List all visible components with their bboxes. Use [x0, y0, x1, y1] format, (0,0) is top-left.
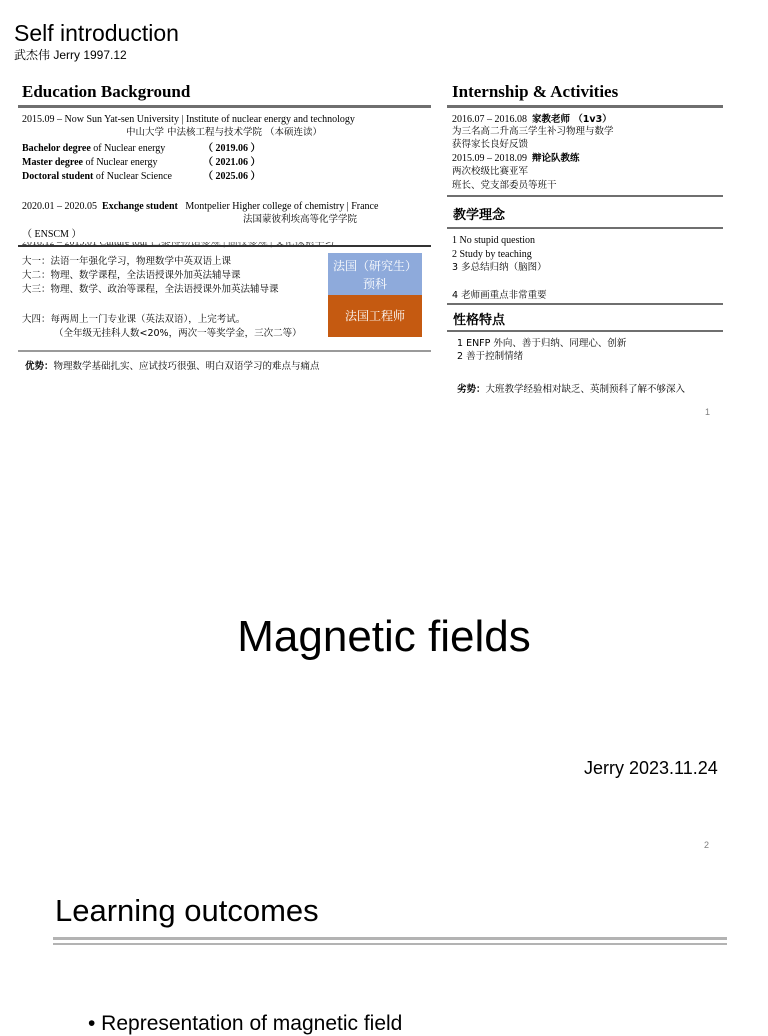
philosophy-bottom-rule — [447, 303, 723, 305]
degree-bachelor-year: （ 2019.06 ） — [203, 143, 261, 154]
degree-doctoral-year: （ 2025.06 ） — [203, 171, 261, 182]
exchange-line: 2020.01 – 2020.05 Exchange student Montpelier Higher college of chemistry | France — [22, 201, 379, 212]
page-number-2: 2 — [704, 840, 710, 850]
exchange-zh: 法国蒙彼利埃高等化学学院 — [243, 214, 358, 225]
internship-line5: 两次校级比赛亚军 — [452, 166, 529, 177]
education-line2: 中山大学 中法核工程与技术学院 （本硕连读） — [126, 127, 323, 138]
personality-item-1: 1 ENFP 外向、善于归纳、同理心、创新 — [457, 338, 627, 349]
year4-line: 大四：每两周上一门专业课（英法双语），上完考试。 — [22, 314, 246, 325]
education-rule — [18, 105, 431, 108]
philosophy-item-1: 1 No stupid question — [452, 235, 536, 246]
philosophy-item-4: 4 老师画重点非常重要 — [452, 290, 547, 301]
personality-heading: 性格特点 — [453, 313, 506, 328]
internship-line3: 获得家长良好反馈 — [452, 139, 529, 150]
slide3-rule-top — [53, 937, 727, 940]
internship-heading: Internship & Activities — [452, 82, 619, 101]
degree-doctoral: Doctoral student of Nuclear Science — [22, 171, 172, 182]
philosophy-item-3: 3 多总结归纳（脑图） — [452, 262, 547, 273]
personality-rule — [447, 330, 723, 332]
slide3-bullet: • Representation of magnetic field — [88, 1012, 403, 1035]
slide2-author: Jerry 2023.11.24 — [584, 758, 718, 778]
slide2-title: Magnetic fields — [237, 612, 531, 661]
internship-rule — [447, 105, 723, 108]
degree-bachelor: Bachelor degree of Nuclear energy — [22, 143, 166, 154]
education-heading: Education Background — [22, 82, 191, 101]
enscm-label: （ ENSCM ） — [22, 229, 82, 240]
year1-line: 大一：法语一年强化学习，物理数学中英双语上课 — [22, 256, 232, 267]
engineer-box: 法国工程师 — [328, 295, 422, 337]
advantage-rule — [18, 350, 431, 352]
year3-line: 大三：物理、数学、政治等课程，全法语授课外加英法辅导课 — [22, 284, 279, 295]
education-line1: 2015.09 – Now Sun Yat-sen University | Institute of nuclear energy and technology — [22, 114, 355, 125]
slide3-title: Learning outcomes — [55, 893, 319, 928]
philosophy-heading: 教学理念 — [453, 208, 506, 223]
disadvantage-line: 劣势：大班教学经验相对缺乏、英制预科了解不够深入 — [457, 384, 686, 395]
internship-bottom-rule — [447, 195, 723, 197]
philosophy-item-2: 2 Study by teaching — [452, 249, 532, 260]
slide1-subtitle: 武杰伟 Jerry 1997.12 — [14, 48, 127, 62]
year2-line: 大二：物理、数学课程，全法语授课外加英法辅导课 — [22, 270, 241, 281]
slide1-title: Self introduction — [14, 20, 179, 46]
prep-class-box: 法国（研究生）预科 — [328, 253, 422, 295]
internship-line4: 2015.09 – 2018.09 辩论队教练 — [452, 153, 580, 164]
philosophy-rule — [447, 227, 723, 229]
internship-line1: 2016.07 – 2016.08 家教老师 （1v3） — [452, 114, 612, 125]
degree-master: Master degree of Nuclear energy — [22, 157, 158, 168]
slide3-rule-bottom — [53, 943, 727, 945]
internship-line6: 班长、党支部委员等班干 — [452, 180, 557, 191]
year4-note: （全年级无挂科人数<20%，两次一等奖学金，三次二等） — [54, 328, 302, 339]
internship-line2: 为三名高二升高三学生补习物理与数学 — [452, 126, 614, 137]
degree-master-year: （ 2021.06 ） — [203, 157, 261, 168]
page-number-1: 1 — [705, 407, 711, 417]
culture-rule — [18, 245, 431, 247]
advantage-line: 优势：物理数学基础扎实、应试技巧很强、明白双语学习的难点与痛点 — [25, 361, 320, 372]
personality-item-2: 2 善于控制情绪 — [457, 351, 524, 362]
